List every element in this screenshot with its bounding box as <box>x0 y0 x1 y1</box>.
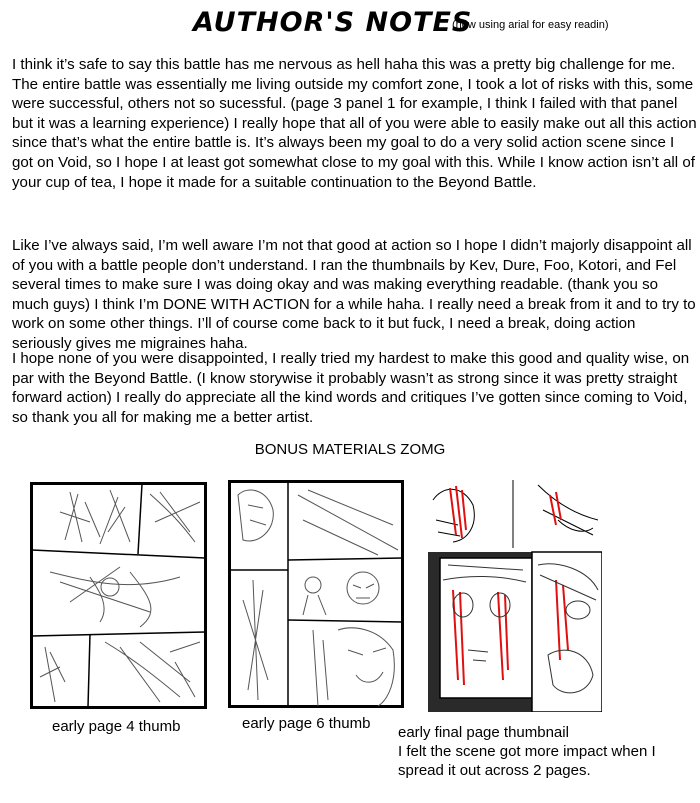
thumbnail-caption-3-line-1: early final page thumbnail <box>398 724 569 741</box>
thumbnail-final-page-sketch <box>428 480 602 712</box>
thumbnail-caption-3-line-3: spread it out across 2 pages. <box>398 762 591 779</box>
bonus-heading: BONUS MATERIALS ZOMG <box>254 441 446 458</box>
page-subtitle: (now using arial for easy readin) <box>452 19 609 31</box>
paragraph-1: I think it’s safe to say this battle has me nervous as hell haha this was a pretty big challenge for me. The entire battle was essentially me living outside my comfort zone, I took a lot of risks with this, some were successful, others not so sucessful. (page 3 panel 1 for example, I think I failed with that panel but it was a learning experience) I really hope that all of you were able to easily make out all this action since that’s what the entire battle is. It’s always been my goal to do a very solid action scene since I got on Void, so I hope I at least got somewhat close to my goal with this. While I know action isn’t all of your cup of tea, I hope it made for a suitable continuation to the Beyond Battle. <box>12 56 697 191</box>
header <box>0 6 700 40</box>
thumbnail-page-6-sketch <box>228 480 404 708</box>
thumbnail-caption-3 <box>398 723 698 780</box>
paragraph-2: Like I’ve always said, I’m well aware I’m not that good at action so I hope I didn’t majorly disappoint all of you with a battle people don’t understand. I ran the thumbnails by Kev, Dure, Foo, Kotori, and Fel several times to make sure I was doing okay and was making everything readable. (thank you so much guys) I think I’m DONE WITH ACTION for a while haha. I really need a break from it and to try to work on some other things. I’ll of course come back to it but fuck, I need a break, doing action seriously gives me migraines haha. <box>12 237 696 352</box>
thumbnail-caption-2: early page 6 thumb <box>242 715 371 732</box>
thumbnail-page-4-sketch <box>30 482 207 709</box>
page-title: AUTHOR'S NOTES <box>193 7 473 38</box>
thumbnail-caption-3-line-2: I felt the scene got more impact when I <box>398 743 656 760</box>
thumbnail-caption-1: early page 4 thumb <box>52 718 181 735</box>
paragraph-3: I hope none of you were disappointed, I really tried my hardest to make this good and quality wise, on par with the Beyond Battle. (I know storywise it probably wasn’t as strong since it was pretty straight forward action) I really do appreciate all the kind words and critiques I’ve gotten since coming to Void, so thank you all for making me a better artist. <box>12 350 690 426</box>
